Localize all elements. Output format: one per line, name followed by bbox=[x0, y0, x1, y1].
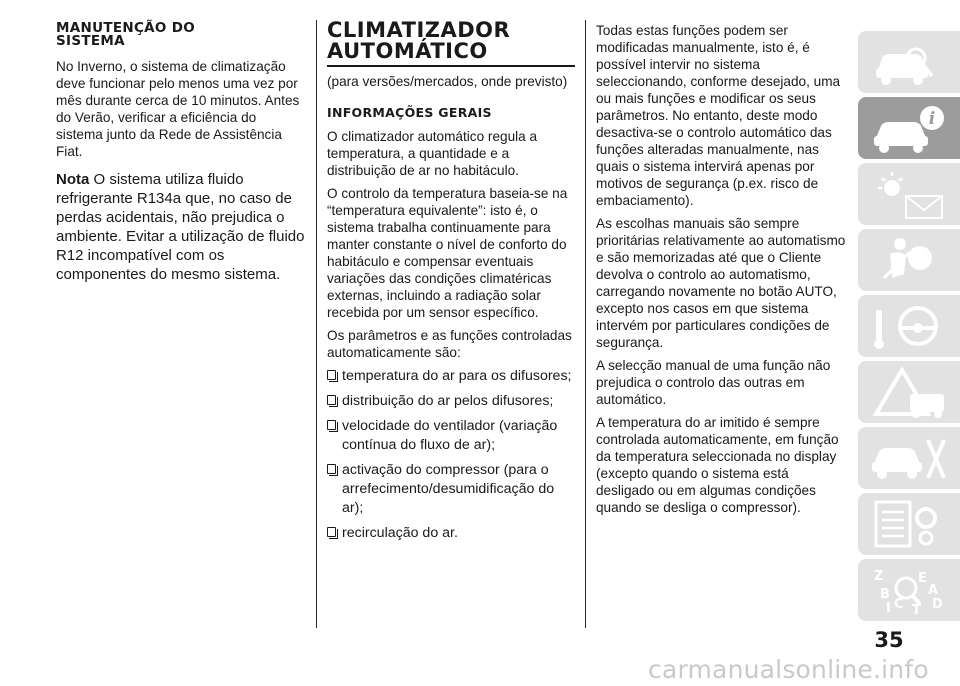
note-text: O sistema utiliza fluido refrigerante R134a que, no caso de perdas acidentais, não prejudica o ambiente. Evitar a utilização de fluido R12 incompatível com os componentes do mesmo sistema. bbox=[56, 171, 305, 283]
column-right bbox=[596, 22, 846, 522]
checkbox-bullet-icon bbox=[327, 395, 336, 405]
section-heading-maintenance: MANUTENÇÃO DO SISTEMA bbox=[56, 20, 195, 49]
paragraph-manual-priority: As escolhas manuais são sempre prioritárias relativamente ao automatismo e são memorizadas até que o Cliente devolva o controlo ao automatismo, carregando novamente no botão AUTO, excepto nos casos em que sistema intervém por particulares condições de segurança. bbox=[596, 216, 846, 350]
tab-car-magnifier[interactable] bbox=[858, 31, 960, 93]
svg-text:I: I bbox=[886, 601, 891, 616]
list-item: recirculação do ar. bbox=[327, 524, 573, 543]
tab-technical-data[interactable] bbox=[858, 493, 960, 555]
page-number: 35 bbox=[874, 628, 904, 652]
svg-text:i: i bbox=[928, 109, 936, 129]
checkbox-bullet-icon bbox=[327, 527, 336, 537]
tab-car-info[interactable] bbox=[858, 97, 960, 159]
svg-text:T: T bbox=[912, 603, 921, 616]
list-item: velocidade do ventilador (variação contínua do fluxo de ar); bbox=[327, 417, 573, 455]
paragraph-air-temperature: A temperatura do ar imitido é sempre controlada automaticamente, em função da temperatura seleccionada no display (excepto quando o sistema está desligado ou em algumas condições quando se desliga o compressor). bbox=[596, 415, 839, 515]
car-tools-icon bbox=[870, 432, 950, 484]
checkbox-bullet-icon bbox=[327, 370, 336, 380]
svg-text:B: B bbox=[880, 587, 890, 602]
maintenance-paragraph: No Inverno, o sistema de climatização deve funcionar pelo menos uma vez por mês durante cerca de 10 minutos. Antes do Verão, verificar a eficiência do sistema junto da Rede de Assistência Fiat. bbox=[56, 59, 300, 159]
svg-text:C: C bbox=[894, 597, 904, 612]
warning-lights-envelope-icon bbox=[870, 168, 950, 220]
warning-triangle-icon bbox=[870, 366, 950, 418]
section-heading-general-info: INFORMAÇÕES GERAIS bbox=[327, 104, 492, 120]
note-label: Nota bbox=[56, 171, 90, 188]
paragraph-manual-selection: A selecção manual de uma função não prejudica o controlo das outras em automático. bbox=[596, 358, 831, 407]
svg-text:A: A bbox=[928, 583, 939, 598]
title-rule bbox=[327, 65, 575, 67]
car-magnifier-icon bbox=[870, 36, 950, 88]
list-item: activação do compressor (para o arrefecimento/desumidificação do ar); bbox=[327, 461, 573, 518]
svg-text:Z: Z bbox=[874, 569, 884, 584]
tab-airbag[interactable] bbox=[858, 229, 960, 291]
steering-wheel-key-icon bbox=[870, 300, 950, 352]
checkbox-bullet-icon bbox=[327, 464, 336, 474]
note-paragraph bbox=[56, 170, 306, 284]
tab-emergency[interactable] bbox=[858, 361, 960, 423]
tab-alphabetical-index[interactable] bbox=[858, 559, 960, 621]
chapter-tabs-sidebar bbox=[858, 31, 960, 625]
paragraph-manual-functions: Todas estas funções podem ser modificadas manualmente, isto é, é possível intervir no sistema seleccionando, conforme desejado, uma ou mais funções e modificar os seus parâmetros. No entanto, deste modo desactiva-se o controlo automático das funções alteradas manualmente, nas quais o sistema intervirá apenas por motivos de segurança (p.ex. risco de embaciamento). bbox=[596, 23, 841, 208]
alphabet-index-icon bbox=[870, 564, 950, 616]
paragraph-3: Os parâmetros e as funções controladas automaticamente são: bbox=[327, 327, 572, 360]
checkbox-bullet-icon bbox=[327, 420, 336, 430]
column-divider-2 bbox=[585, 20, 586, 628]
column-middle bbox=[327, 0, 573, 549]
controlled-functions-list bbox=[327, 367, 573, 543]
list-item: temperatura do ar para os difusores; bbox=[327, 367, 573, 386]
chapter-title: CLIMATIZADOR AUTOMÁTICO bbox=[327, 18, 511, 63]
watermark-text: carmanualsonline.info bbox=[648, 655, 929, 684]
paragraph-2: O controlo da temperatura baseia-se na “temperatura equivalente”: isto é, o sistema trabalha continuamente para manter constante o nível de conforto do habitáculo e compensar eventuais variações das condições climatéricas externas, incluindo a radiação solar recebida por um sensor específico. bbox=[327, 185, 568, 320]
paragraph-1: O climatizador automático regula a temperatura, a quantidade e a distribuição de ar no habitáculo. bbox=[327, 128, 538, 178]
svg-text:E: E bbox=[918, 571, 927, 586]
airbag-seatbelt-icon bbox=[870, 234, 950, 286]
document-gear-icon bbox=[870, 498, 950, 550]
column-left bbox=[56, 0, 306, 290]
tab-maintenance[interactable] bbox=[858, 427, 960, 489]
tab-warning-lights[interactable] bbox=[858, 163, 960, 225]
car-info-icon bbox=[870, 102, 950, 154]
versions-note: (para versões/mercados, onde previsto) bbox=[327, 73, 568, 89]
tab-steering[interactable] bbox=[858, 295, 960, 357]
list-item: distribuição do ar pelos difusores; bbox=[327, 392, 573, 411]
column-divider-1 bbox=[316, 20, 317, 628]
svg-text:D: D bbox=[932, 597, 943, 612]
